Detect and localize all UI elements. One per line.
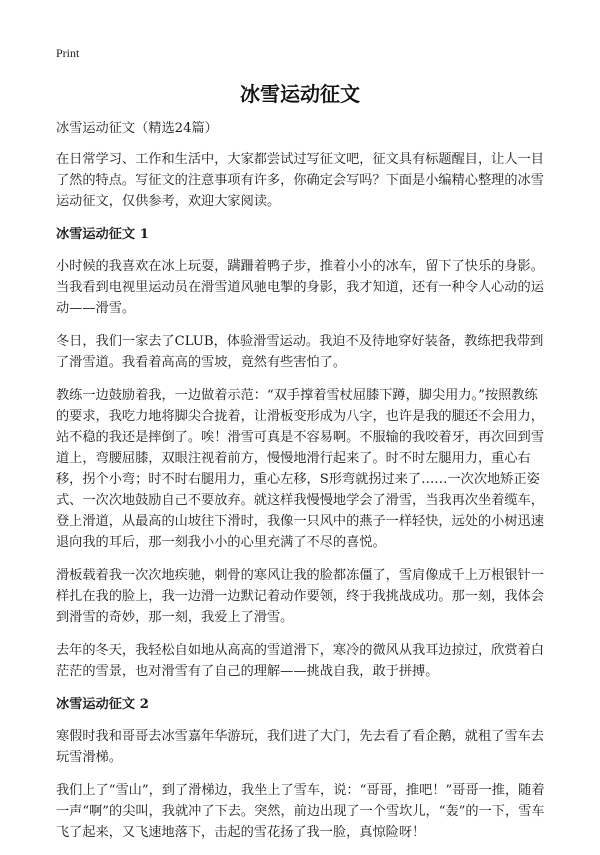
section-1-paragraph: 去年的冬天，我轻松自如地从高高的雪道滑下，寒冷的微风从我耳边掠过，欣赏着白茫茫的雪景，也对滑雪有了自己的理解——挑战自我，敢于拼搏。 (56, 643, 544, 679)
section-heading-1: 冰雪运动征文 1 (56, 227, 149, 242)
section-heading-2: 冰雪运动征文 2 (56, 697, 149, 712)
article-subtitle: 冰雪运动征文（精选24篇） (56, 121, 218, 136)
intro-paragraph: 在日常学习、工作和生活中，大家都尝试过写征文吧，征文具有标题醒目，让人一目了然的特点。写征文的注意事项有许多，你确定会写吗？下面是小编精心整理的冰雪运动征文，仅供参考，欢迎大家阅读。 (56, 152, 544, 209)
section-1-paragraph: 滑板载着我一次次地疾驰，刺骨的寒风让我的脸都冻僵了，雪肩像成千上万根银针一样扎在我的脸上，我一边滑一边默记着动作要领，终于我挑战成功。那一刻，我体会到滑雪的奇妙，那一刻，我爱上了滑雪。 (56, 568, 544, 625)
print-link[interactable]: Print (56, 46, 80, 60)
article-body (56, 118, 546, 855)
section-2-paragraph: 寒假时我和哥哥去冰雪嘉年华游玩，我们进了大门，先去看了看企鹅，就租了雪车去玩雪滑梯。 (56, 729, 544, 765)
section-1-paragraph: 冬日，我们一家去了CLUB，体验滑雪运动。我迫不及待地穿好装备，教练把我带到了滑雪道。我看着高高的雪坡，竟然有些害怕了。 (56, 334, 544, 370)
section-2-paragraph: 我们上了“雪山”，到了滑梯边，我坐上了雪车，说：“哥哥，推吧！”哥哥一推，随着一声“啊”的尖叫，我就冲了下去。突然，前边出现了一个雪坎儿，“轰”的一下，雪车飞了起来，又飞速地落下，击起的雪花扬了我一脸，真惊险呀！ (56, 783, 545, 840)
page-title: 冰雪运动征文 (240, 82, 360, 106)
section-1-paragraph: 教练一边鼓励着我，一边做着示范：“双手撑着雪杖屈膝下蹲，脚尖用力。”按照教练的要求，我吃力地将脚尖合拢着，让滑板变形成为八字，也许是我的腿还不会用力，站不稳的我还是摔倒了。唉！滑雪可真是不容易啊。不服输的我咬着牙，再次回到雪道上，弯腰屈膝，双眼注视着前方，慢慢地滑行起来了。时不时左腿用力，重心右移，拐个小弯；时不时右腿用力，重心左移，S形弯就拐过来了……一次次地矫正姿式、一次次地鼓励自己不要放弃。就这样我慢慢地学会了滑雪，当我再次坐着缆车，登上滑道，从最高的山坡往下滑时，我像一只风中的燕子一样轻快，远处的小树迅速退向我的耳后，那一刻我小小的心里充满了不尽的喜悦。 (56, 388, 544, 550)
section-1-paragraph: 小时候的我喜欢在冰上玩耍，蹒跚着鸭子步，推着小小的冰车，留下了快乐的身影。当我看到电视里运动员在滑雪道风驰电掣的身影，我才知道，还有一种令人心动的运动——滑雪。 (56, 259, 544, 316)
